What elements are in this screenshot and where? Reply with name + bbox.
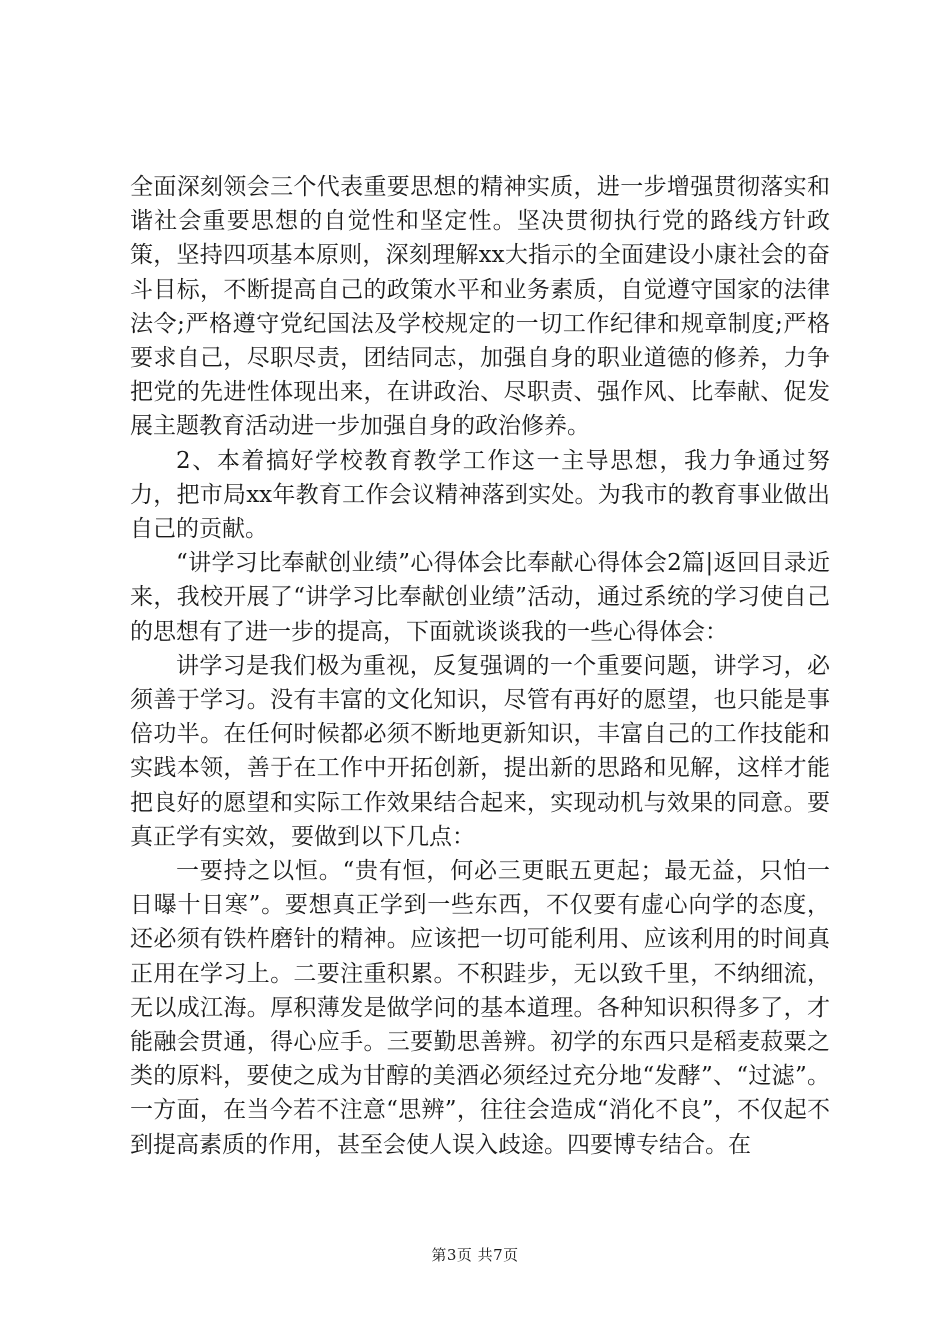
- paragraph-3: “讲学习比奉献创业绩”心得体会比奉献心得体会2篇|返回目录近来，我校开展了“讲学习比奉献创业绩”活动，通过系统的学习使自己的思想有了进一步的提高，下面就谈谈我的一些心得体会：: [130, 550, 830, 645]
- paragraph-5: 一要持之以恒。“贵有恒，何必三更眠五更起；最无益，只怕一日曝十日寒”。要想真正学到一些东西，不仅要有虚心向学的态度，还必须有铁杵磨针的精神。应该把一切可能利用、应该利用的时间真正用在学习上。二要注重积累。不积跬步，无以致千里，不纳细流，无以成江海。厚积薄发是做学问的基本道理。各种知识积得多了，才能融会贯通，得心应手。三要勤思善辨。初学的东西只是稻麦菽粟之类的原料，要使之成为甘醇的美酒必须经过充分地“发酵”、“过滤”。一方面，在当今若不注意“思辨”，往往会造成“消化不良”，不仅起不到提高素质的作用，甚至会使人误入歧途。四要博专结合。在: [130, 858, 830, 1158]
- paragraph-1: 全面深刻领会三个代表重要思想的精神实质，进一步增强贯彻落实和谐社会重要思想的自觉性和坚定性。坚决贯彻执行党的路线方针政策，坚持四项基本原则，深刻理解xx大指示的全面建设小康社会的奋斗目标，不断提高自己的政策水平和业务素质，自觉遵守国家的法律法令;严格遵守党纪国法及学校规定的一切工作纪律和规章制度;严格要求自己，尽职尽责，团结同志，加强自身的职业道德的修养，力争把党的先进性体现出来，在讲政治、尽职责、强作风、比奉献、促发展主题教育活动进一步加强自身的政治修养。: [130, 174, 830, 440]
- paragraph-2: 2、本着搞好学校教育教学工作这一主导思想，我力争通过努力，把市局xx年教育工作会议精神落到实处。为我市的教育事业做出自己的贡献。: [130, 447, 830, 543]
- paragraph-4: 讲学习是我们极为重视，反复强调的一个重要问题，讲学习，必须善于学习。没有丰富的文化知识，尽管有再好的愿望，也只能是事倍功半。在任何时候都必须不断地更新知识，丰富自己的工作技能和实践本领，善于在工作中开拓创新，提出新的思路和见解，这样才能把良好的愿望和实际工作效果结合起来，实现动机与效果的同意。要真正学有实效，要做到以下几点：: [130, 652, 830, 850]
- page-footer: 第3页 共7页: [431, 1246, 519, 1264]
- document-body: [130, 170, 830, 1162]
